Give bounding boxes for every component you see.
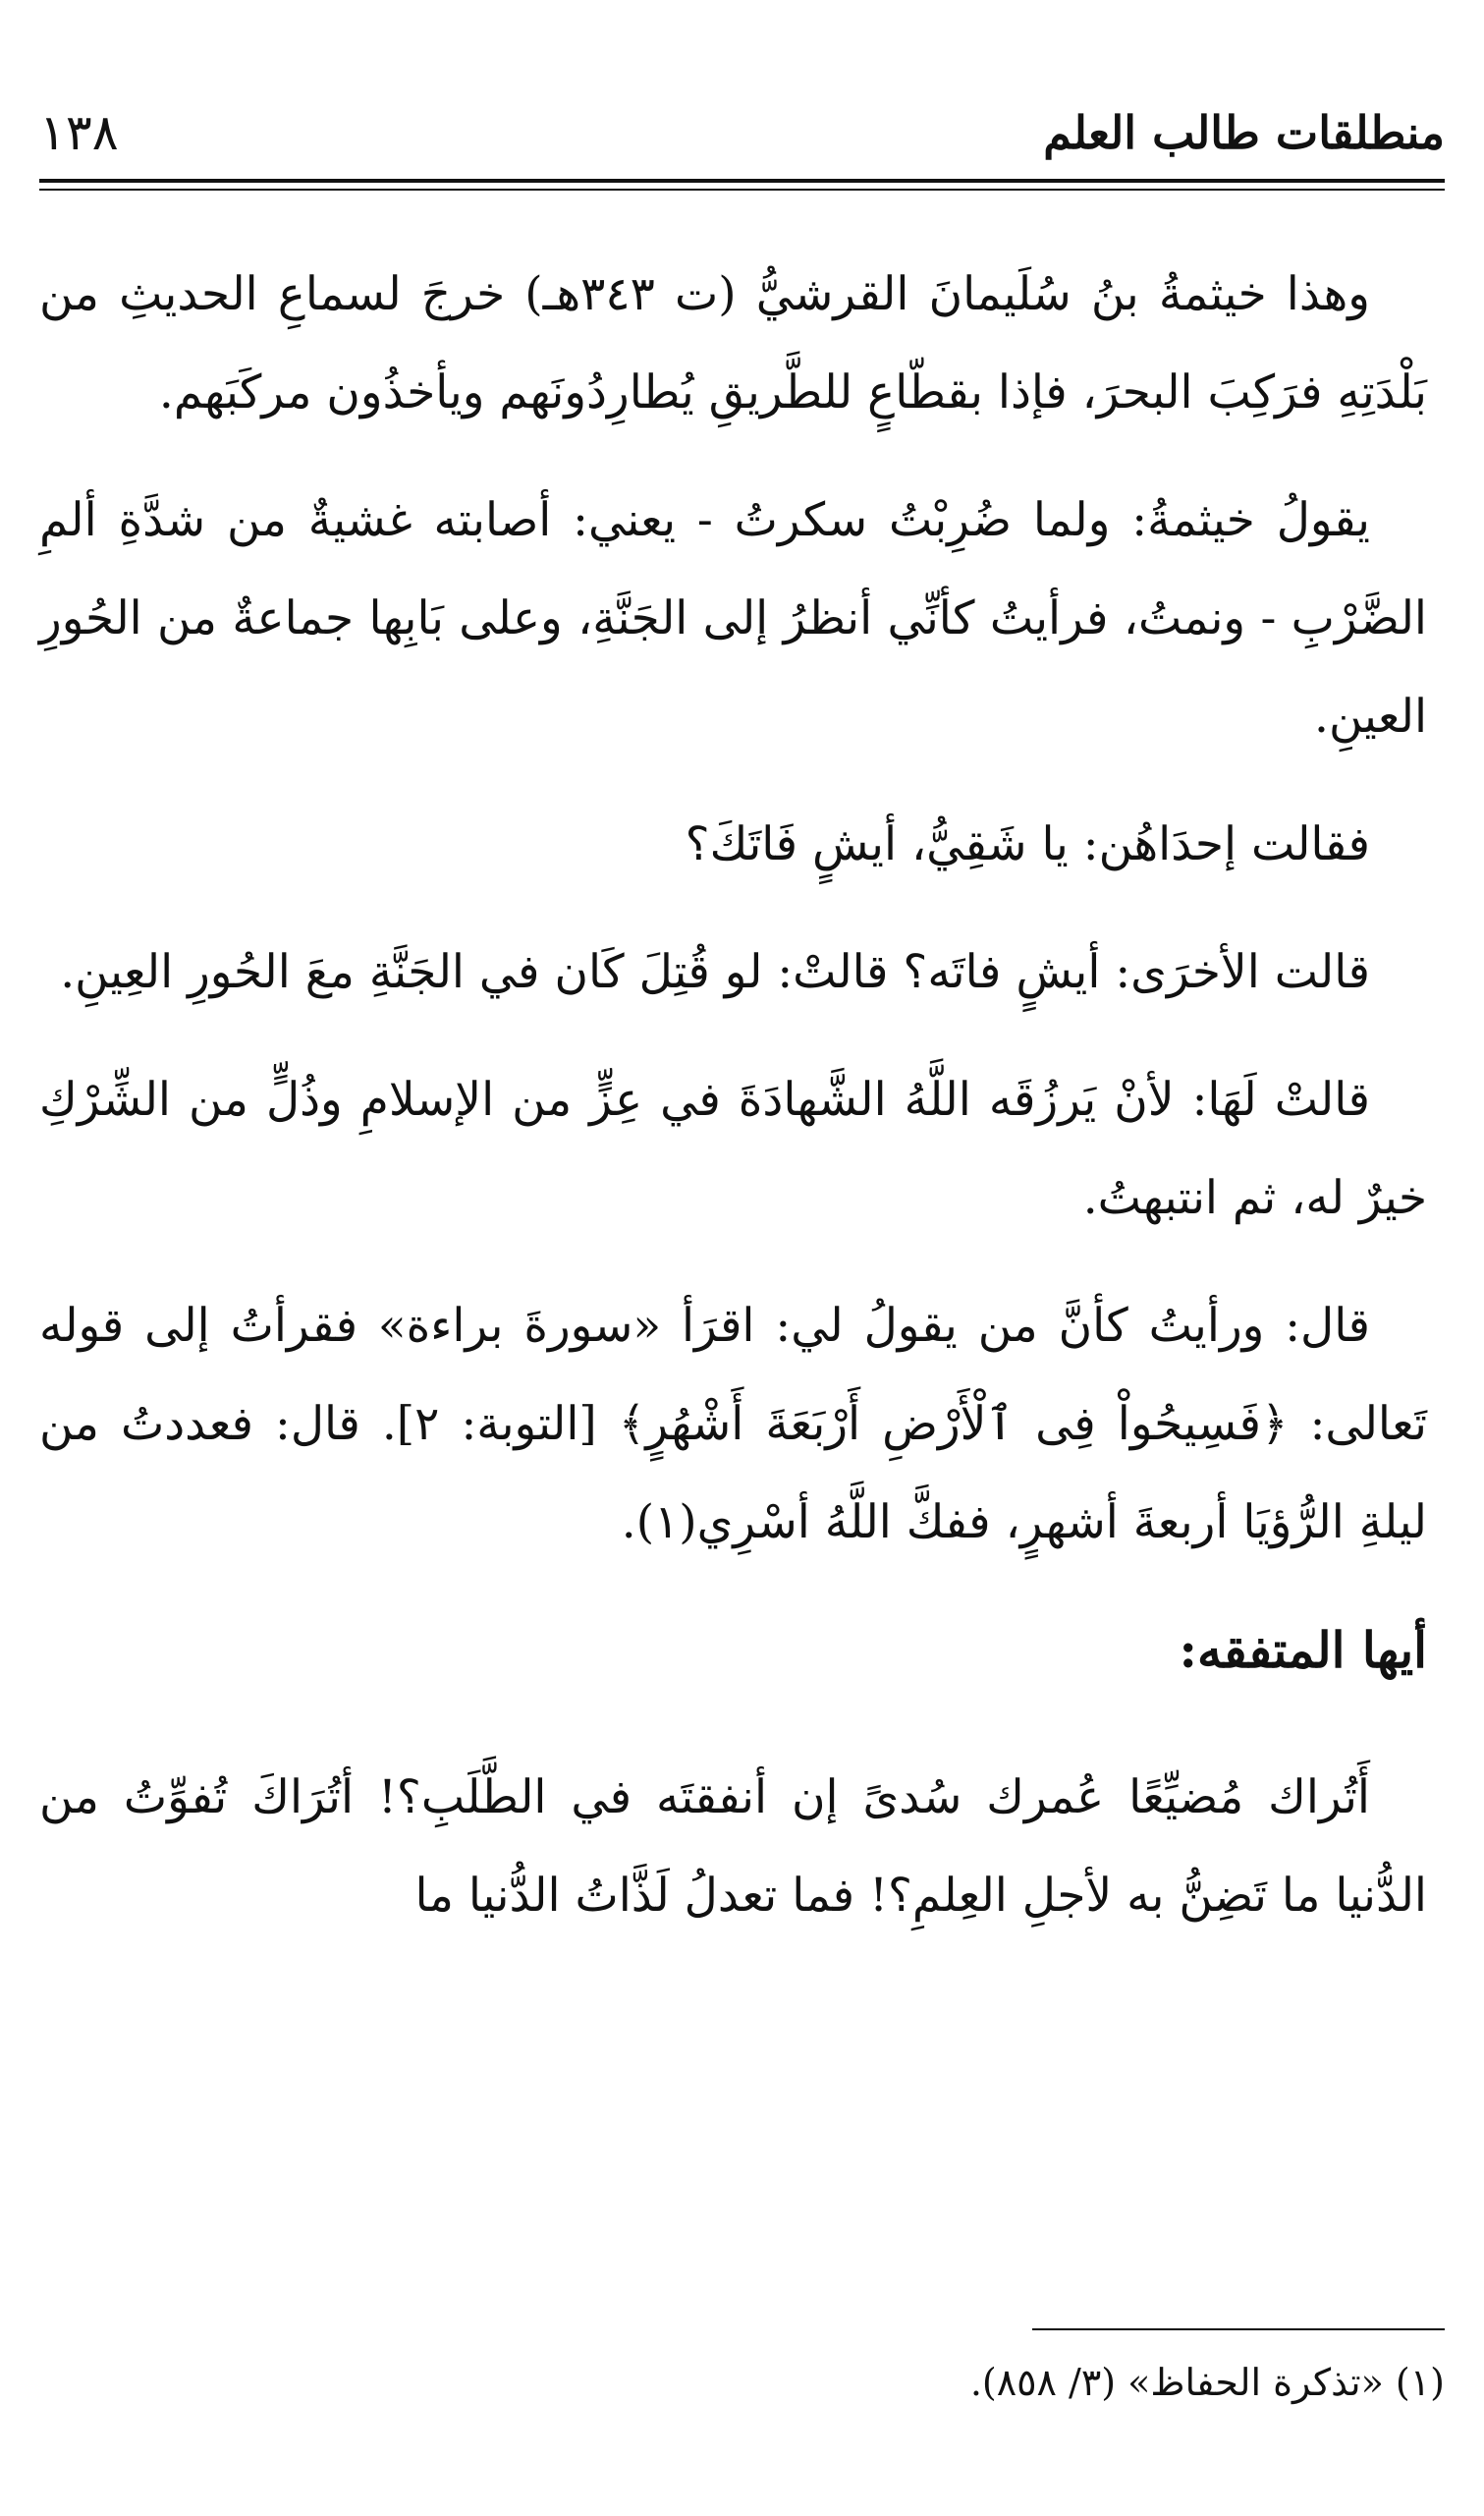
paragraph-1: وهذا خيثمةُ بنُ سُلَيمانَ القرشيُّ (ت ٣٤٣هـ) خرجَ لسماعِ الحديثِ من بَلْدَتِهِ فرَكِبَ البحرَ، فإذا بقطّاعٍ للطَّريقِ يُطارِدُونَهم ويأخذُون مركَبَهم.: [39, 267, 1427, 419]
header-rule-thin: [39, 189, 1445, 191]
paragraph-2: يقولُ خيثمةُ: ولما ضُرِبْتُ سكرتُ - يعني: أصابته غشيةٌ من شدَّةِ ألمِ الضَّرْبِ - ونمتُ، فرأيتُ كأنِّي أنظرُ إلى الجَنَّةِ، وعلى بَابِها جماعةٌ من الحُورِ العينِ.: [39, 493, 1427, 744]
paragraph-5: قالتْ لَهَا: لأنْ يَرزُقَه اللَّهُ الشَّهادَةَ في عِزٍّ من الإسلامِ وذُلٍّ من الشِّرْكِ خيرٌ له، ثم انتبهتُ.: [39, 1073, 1427, 1225]
footnote: (١) «تذكرة الحفاظ» (٣/ ٨٥٨).: [969, 2361, 1445, 2404]
paragraph-3: فقالت إحدَاهُن: يا شَقِيُّ، أيشٍ فَاتَكَ؟: [685, 817, 1370, 871]
header-rule-thick: [39, 179, 1445, 183]
running-title: منطلقات طالب العلم: [1043, 106, 1445, 159]
main-text: [39, 246, 1427, 1975]
paragraph-4: قالت الأخرَى: أيشٍ فاتَه؟ قالتْ: لو قُتِلَ كَان في الجَنَّةِ معَ الحُورِ العِينِ.: [60, 945, 1370, 999]
paragraph-6: قال: ورأيتُ كأنَّ من يقولُ لي: اقرَأ «سورةَ براءة» فقرأتُ إلى قوله تَعالى: ﴿فَسِيحُواْ فِى ٱلْأَرْضِ أَرْبَعَةَ أَشْهُرٍ﴾ [التوبة: ٢]. قال: فعددتُ من ليلةِ الرُّؤيَا أربعةَ أشهرٍ، ففكَّ اللَّهُ أسْرِي(١).: [39, 1299, 1428, 1549]
footnote-rule: [1032, 2328, 1445, 2330]
paragraph-7: أَتُراك مُضيِّعًا عُمرك سُدىً إن أنفقتَه في الطَّلَبِ؟! أتُرَاكَ تُفوِّتُ من الدُّنيا ما تَضِنُّ به لأجلِ العِلمِ؟! فما تعدلُ لَذَّاتُ الدُّنيا ما: [39, 1770, 1427, 1923]
section-heading: أيها المتفقه:: [1179, 1621, 1427, 1679]
page-number: ١٣٨: [39, 104, 119, 161]
page-header: [39, 98, 1445, 167]
